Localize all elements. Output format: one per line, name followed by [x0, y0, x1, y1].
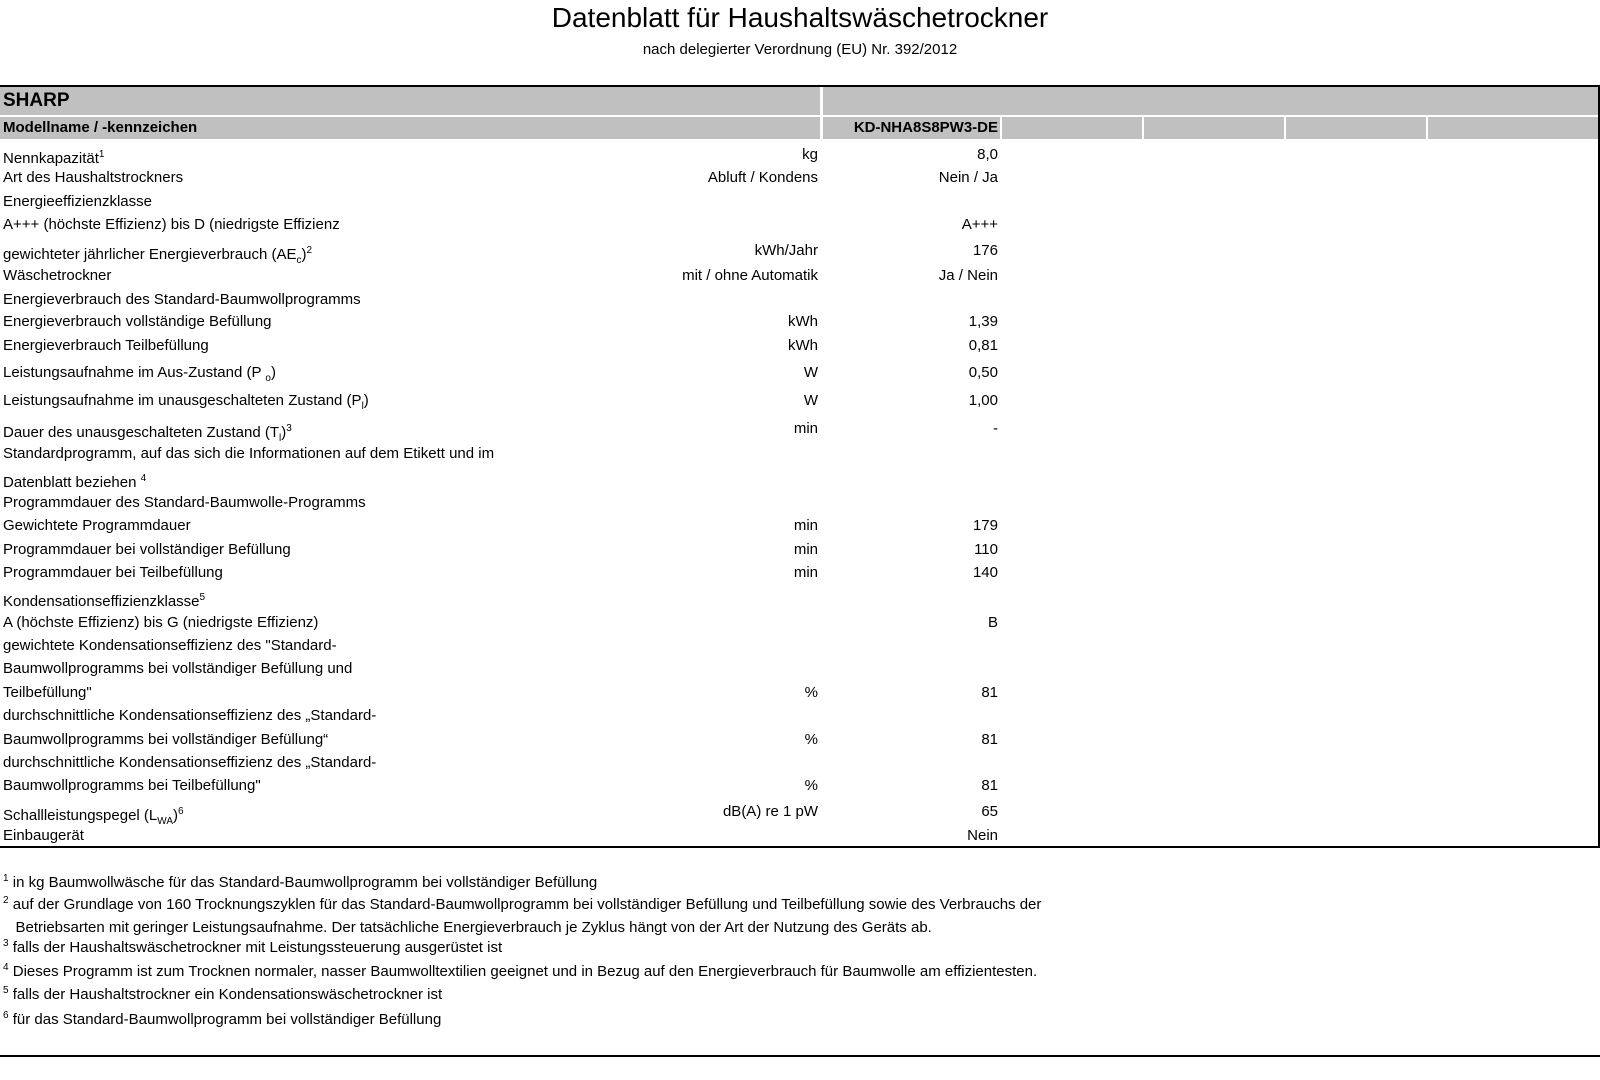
- row-label: [3, 635, 337, 657]
- row-label: [3, 705, 376, 727]
- label-tail: ): [301, 246, 307, 263]
- row-value: 81: [981, 777, 998, 794]
- table-row: [0, 612, 1010, 634]
- label-text: Energieverbrauch vollständige Befüllung: [3, 313, 272, 330]
- row-label: [3, 729, 328, 751]
- label-text: A+++ (höchste Effizienz) bis D (niedrigste Effizienz: [3, 216, 340, 233]
- table-row: [0, 682, 1010, 704]
- table-row: [0, 191, 1010, 213]
- row-label: [3, 752, 376, 774]
- label-text: Standardprogramm, auf das sich die Informationen auf dem Etikett und im: [3, 445, 495, 462]
- label-text: Baumwollprogramms bei Teilbefüllung": [3, 777, 261, 794]
- label-text: gewichteter jährlicher Energieverbrauch (AE: [3, 246, 297, 263]
- table-row: [0, 390, 1010, 412]
- label-text: Energieverbrauch Teilbefüllung: [3, 337, 209, 354]
- row-label: [3, 265, 111, 287]
- divider: [0, 846, 1600, 848]
- label-text: Einbaugerät: [3, 827, 84, 844]
- label-subscript: WA: [157, 816, 174, 827]
- row-label: [3, 167, 183, 189]
- table-row: [0, 539, 1010, 561]
- footnote: [3, 895, 1041, 913]
- label-text: Gewichtete Programmdauer: [3, 517, 191, 534]
- row-unit: %: [804, 731, 818, 748]
- row-label: [3, 682, 92, 704]
- row-value: Nein: [967, 827, 998, 844]
- label-text: durchschnittliche Kondensationseffizienz des „Standard-: [3, 754, 377, 771]
- table-row: [0, 468, 1010, 490]
- footnote-text: Betriebsarten mit geringer Leistungsaufnahme. Der tatsächliche Energieverbrauch je Zyklus hängt von der Art der Nutzung des Geräts ab.: [3, 919, 932, 936]
- row-label: [3, 492, 366, 514]
- label-text: Datenblatt beziehen: [3, 474, 141, 491]
- table-row: [0, 635, 1010, 657]
- row-label: [3, 468, 146, 494]
- empty-cell: [1144, 117, 1284, 139]
- label-text: Baumwollprogramms bei vollständiger Befüllung und: [3, 660, 353, 677]
- table-row: [0, 335, 1010, 357]
- footnote-ref: 2: [306, 245, 313, 256]
- row-label: [3, 658, 352, 680]
- table-row: [0, 443, 1010, 465]
- row-unit: kWh: [788, 337, 818, 354]
- model-value-cell: [823, 117, 1000, 139]
- row-value: 179: [972, 517, 998, 534]
- row-label: [3, 562, 223, 584]
- footnote-ref: 4: [140, 473, 147, 484]
- row-value: Nein / Ja: [938, 169, 998, 186]
- row-label: [3, 775, 261, 797]
- label-text: Leistungsaufnahme im unausgeschalteten Zustand (P: [3, 392, 362, 409]
- row-unit: dB(A) re 1 pW: [722, 803, 818, 820]
- row-value: 110: [974, 541, 998, 558]
- footnote: [3, 1010, 441, 1028]
- table-row: [0, 167, 1010, 189]
- empty-cell: [1286, 117, 1426, 139]
- row-value: 81: [981, 731, 998, 748]
- footnote-text: auf der Grundlage von 160 Trocknungszyklen für das Standard-Baumwollprogramm bei vollständiger Befüllung und Teilbefüllung sowie des Verbrauchs der: [8, 896, 1042, 913]
- row-value: 0,81: [968, 337, 998, 354]
- row-value: Ja / Nein: [938, 267, 998, 284]
- table-row: [0, 705, 1010, 727]
- row-value: 8,0: [977, 146, 998, 163]
- row-unit: %: [804, 684, 818, 701]
- table-row: [0, 562, 1010, 584]
- row-unit: min: [793, 564, 818, 581]
- row-unit: mit / ohne Automatik: [682, 267, 818, 284]
- row-unit: Abluft / Kondens: [707, 169, 818, 186]
- model-label-cell: [0, 117, 820, 139]
- row-label: [3, 311, 272, 333]
- footnote-number: 5: [3, 985, 9, 996]
- table-row: [0, 825, 1010, 847]
- row-label: [3, 515, 191, 537]
- row-unit: %: [804, 777, 818, 794]
- row-label: [3, 390, 369, 418]
- label-text: A (höchste Effizienz) bis G (niedrigste Effizienz): [3, 614, 319, 631]
- footnote-ref: 1: [98, 149, 105, 160]
- label-subscript: o: [265, 373, 271, 384]
- label-subscript: c: [296, 255, 302, 266]
- footnote: [3, 962, 1037, 980]
- table-row: [0, 289, 1010, 311]
- label-text: Programmdauer des Standard-Baumwolle-Programms: [3, 494, 366, 511]
- page-title: Datenblatt für Haushaltswäschetrockner: [551, 2, 1049, 33]
- empty-cell: [1002, 117, 1142, 139]
- table-row: [0, 144, 1010, 166]
- table-row: [0, 729, 1010, 751]
- footnote-ref: 3: [286, 423, 292, 434]
- divider: [0, 1055, 1600, 1057]
- row-value: 65: [981, 803, 998, 820]
- row-unit: W: [803, 364, 818, 381]
- label-text: durchschnittliche Kondensationseffizienz des „Standard-: [3, 707, 377, 724]
- page-subtitle: nach delegierter Verordnung (EU) Nr. 392/2012: [642, 41, 958, 58]
- label-text: Dauer des unausgeschalteten Zustand (T: [3, 424, 279, 441]
- table-row: [0, 492, 1010, 514]
- brand-cell: [0, 87, 820, 115]
- row-value: 0,50: [968, 364, 998, 381]
- brand-name: SHARP: [3, 90, 70, 111]
- row-unit: min: [793, 517, 818, 534]
- footnote-ref: 5: [199, 592, 206, 603]
- row-value: 1,39: [968, 313, 998, 330]
- label-text: Energieverbrauch des Standard-Baumwollprogramms: [3, 291, 361, 308]
- row-label: [3, 825, 84, 847]
- model-value: KD-NHA8S8PW3-DE: [853, 119, 998, 136]
- row-value: 176: [972, 242, 998, 259]
- row-label: [3, 587, 205, 613]
- row-label: [3, 289, 361, 311]
- row-label: [3, 191, 152, 213]
- row-value: 81: [981, 684, 998, 701]
- model-label: Modellname / -kennzeichen: [3, 119, 198, 136]
- table-row: [0, 240, 1010, 266]
- label-tail: ): [281, 424, 287, 441]
- label-subscript: l: [279, 433, 282, 444]
- label-text: Baumwollprogramms bei vollständiger Befüllung“: [3, 731, 329, 748]
- footnote: [3, 985, 442, 1003]
- table-row: [0, 418, 1010, 444]
- row-label: [3, 335, 209, 357]
- row-label: [3, 214, 340, 236]
- row-unit: kWh/Jahr: [754, 242, 818, 259]
- footnote-text: für das Standard-Baumwollprogramm bei vollständiger Befüllung: [8, 1011, 442, 1028]
- row-label: [3, 362, 276, 390]
- row-value: A+++: [961, 216, 998, 233]
- label-tail: ): [270, 364, 276, 381]
- table-row: [0, 658, 1010, 680]
- brand-cell-empty: [823, 87, 1600, 115]
- label-text: Art des Haushaltstrockners: [3, 169, 184, 186]
- table-row: [0, 752, 1010, 774]
- label-text: gewichtete Kondensationseffizienz des "Standard-: [3, 637, 337, 654]
- table-row: [0, 515, 1010, 537]
- row-unit: min: [793, 541, 818, 558]
- table-row: [0, 362, 1010, 384]
- row-label: [3, 443, 494, 465]
- footnote-ref: 6: [178, 806, 184, 817]
- label-text: Wäschetrockner: [3, 267, 112, 284]
- table-row: [0, 265, 1010, 287]
- row-value: -: [993, 420, 998, 437]
- row-unit: min: [793, 420, 818, 437]
- label-text: Teilbefüllung": [3, 684, 92, 701]
- label-subscript: l: [361, 401, 364, 412]
- footnote: [3, 873, 597, 891]
- footnote-text: falls der Haushaltswäschetrockner mit Leistungssteuerung ausgerüstet ist: [8, 939, 503, 956]
- label-tail: ): [363, 392, 369, 409]
- footnote-number: 4: [3, 962, 9, 973]
- row-value: B: [987, 614, 998, 631]
- label-text: Programmdauer bei vollständiger Befüllung: [3, 541, 291, 558]
- table-row: [0, 311, 1010, 333]
- row-unit: W: [803, 392, 818, 409]
- row-value: 140: [972, 564, 998, 581]
- row-label: [3, 612, 318, 634]
- footnote-text: in kg Baumwollwäsche für das Standard-Baumwollprogramm bei vollständiger Befüllung: [8, 874, 598, 891]
- footnote-number: 6: [3, 1010, 9, 1021]
- label-text: Kondensationseffizienzklasse: [3, 593, 200, 610]
- table-row: [0, 587, 1010, 609]
- table-row: [0, 801, 1010, 827]
- row-unit: kWh: [788, 313, 818, 330]
- label-text: Schallleistungspegel (L: [3, 807, 158, 824]
- row-unit: kg: [802, 146, 818, 163]
- row-label: [3, 539, 291, 561]
- empty-cell: [1428, 117, 1600, 139]
- footnote-number: 2: [3, 895, 9, 906]
- label-text: Nennkapazität: [3, 150, 99, 167]
- row-value: 1,00: [968, 392, 998, 409]
- label-text: Energieeffizienzklasse: [3, 193, 152, 210]
- label-tail: ): [173, 807, 179, 824]
- table-row: [0, 214, 1010, 236]
- footnote-text: Dieses Programm ist zum Trocknen normaler, nasser Baumwolltextilien geeignet und in Bezug auf den Energieverbrauch für Baumwolle am effizientesten.: [8, 963, 1038, 980]
- label-text: Leistungsaufnahme im Aus-Zustand (P: [3, 364, 266, 381]
- footnote: [3, 918, 932, 936]
- table-row: [0, 775, 1010, 797]
- footnote-text: falls der Haushaltstrockner ein Kondensationswäschetrockner ist: [8, 986, 443, 1003]
- footnote: [3, 938, 502, 956]
- footnote-number: 3: [3, 938, 9, 949]
- label-text: Programmdauer bei Teilbefüllung: [3, 564, 223, 581]
- footnote-number: 1: [3, 873, 9, 884]
